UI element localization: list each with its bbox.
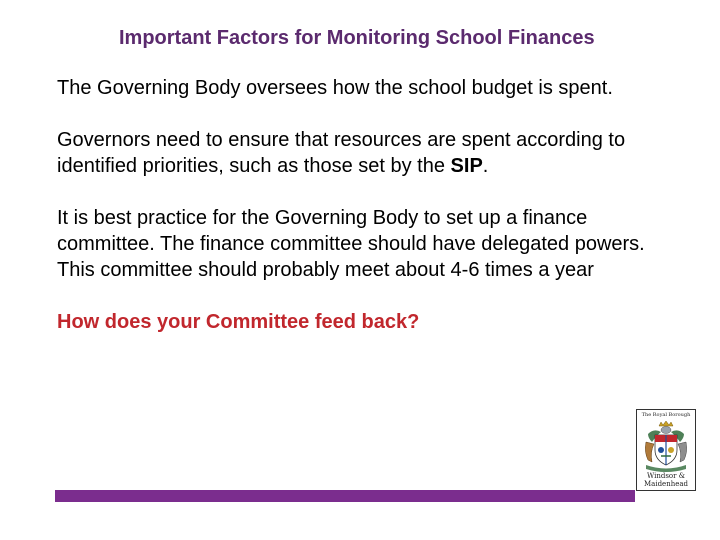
- question-text: How does your Committee feed back?: [57, 311, 420, 333]
- logo-line2: Maidenhead: [643, 480, 689, 488]
- paragraph-budget: The Governing Body oversees how the school budget is spent.: [57, 77, 613, 99]
- footer-bar: [55, 490, 635, 502]
- paragraph-resources: [57, 127, 647, 179]
- sip-bold: SIP: [450, 155, 483, 177]
- logo-bottom-text: [637, 472, 695, 488]
- borough-logo: [636, 409, 696, 491]
- slide-title: Important Factors for Monitoring School Finances: [119, 27, 595, 49]
- crest-icon: [640, 420, 692, 474]
- paragraph-committee: It is best practice for the Governing Body to set up a finance committee. The finance committee should have delegated powers. This committee should probably meet about 4-6 times a year: [57, 207, 645, 281]
- paragraph-resources-end: .: [482, 155, 489, 177]
- paragraph-resources-text: Governors need to ensure that resources are spent according to identified priorities, such as those set by the: [57, 129, 626, 177]
- logo-top-text: The Royal Borough: [641, 412, 691, 418]
- slide-body: [57, 75, 647, 335]
- logo-line1: Windsor &: [647, 472, 685, 480]
